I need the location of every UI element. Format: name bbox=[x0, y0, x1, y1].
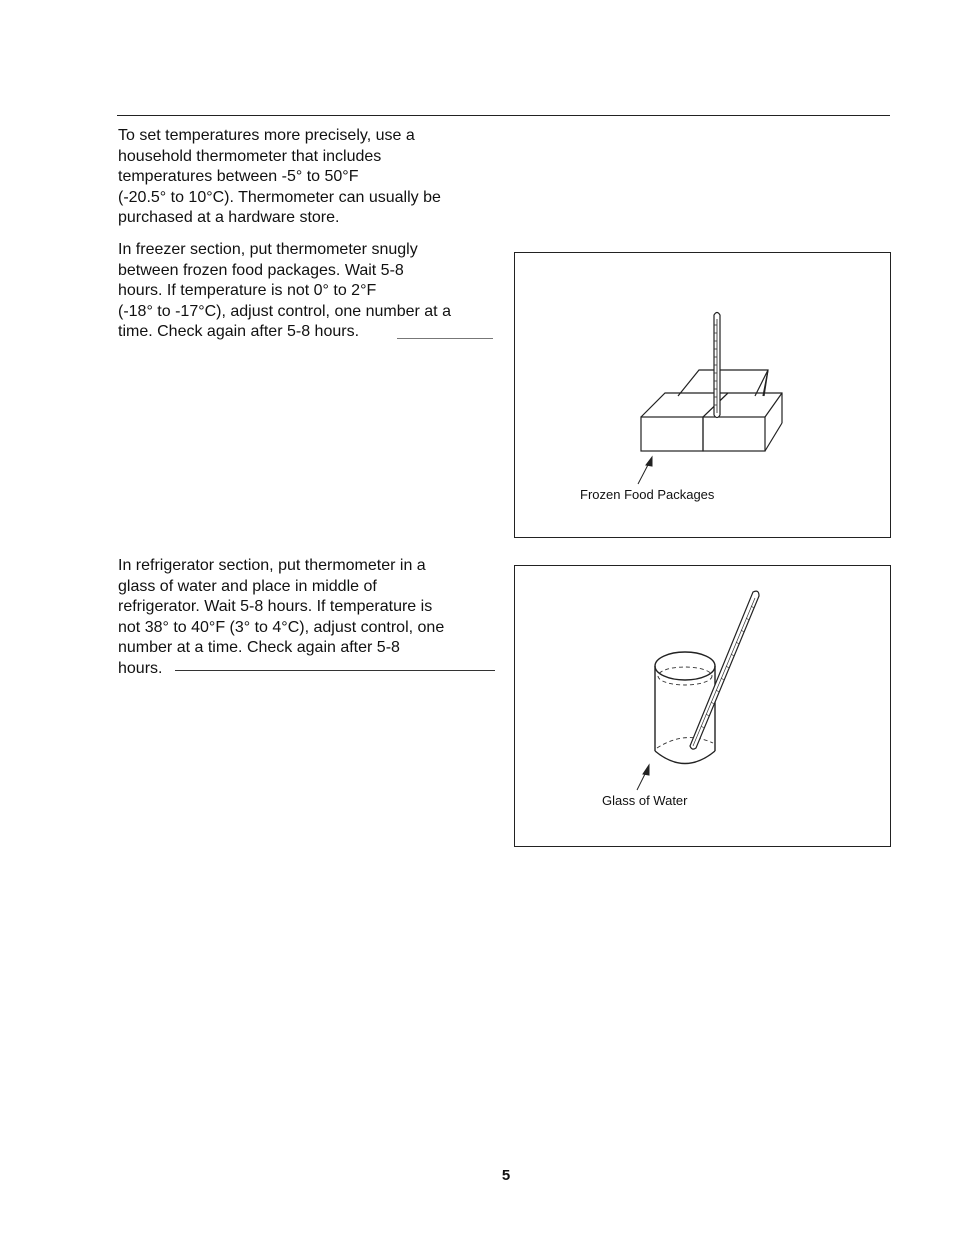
line: In freezer section, put thermometer snugly bbox=[118, 241, 418, 258]
line: number at a time. Check again after 5-8 bbox=[118, 639, 400, 657]
page-number: 5 bbox=[501, 1167, 511, 1184]
freezer-leader-line bbox=[397, 338, 493, 339]
line: glass of water and place in middle of bbox=[118, 577, 377, 595]
line: not 38° to 40°F (3° to 4°C), adjust control, one bbox=[118, 618, 445, 636]
line: temperatures between -5° to 50°F bbox=[118, 168, 359, 186]
line: (-20.5° to 10°C). Thermometer can usually be bbox=[118, 188, 441, 206]
line: hours. bbox=[118, 659, 163, 677]
paragraph-refrigerator-section bbox=[118, 556, 498, 680]
refrigerator-leader-line bbox=[175, 670, 495, 671]
refrigerator-figure bbox=[514, 565, 891, 847]
glass-of-water-caption: Glass of Water bbox=[602, 793, 688, 808]
glass-of-water-illustration bbox=[515, 566, 892, 848]
line: purchased at a hardware store. bbox=[118, 209, 340, 227]
top-rule bbox=[117, 115, 890, 116]
line: between frozen food packages. Wait 5-8 bbox=[118, 261, 404, 279]
line: (-18° to -17°C), adjust control, one number at a bbox=[118, 302, 451, 320]
line: In refrigerator section, put thermometer in a bbox=[118, 557, 426, 574]
line: refrigerator. Wait 5-8 hours. If temperature is bbox=[118, 598, 433, 616]
line: time. Check again after 5-8 hours. bbox=[118, 323, 360, 341]
frozen-food-packages-caption: Frozen Food Packages bbox=[580, 487, 715, 502]
line: household thermometer that includes bbox=[118, 147, 382, 165]
line: To set temperatures more precisely, use a bbox=[118, 127, 415, 144]
paragraph-precise-temperature bbox=[118, 126, 498, 229]
paragraph-freezer-section bbox=[118, 240, 498, 343]
line: hours. If temperature is not 0° to 2°F bbox=[118, 282, 377, 300]
freezer-figure bbox=[514, 252, 891, 538]
